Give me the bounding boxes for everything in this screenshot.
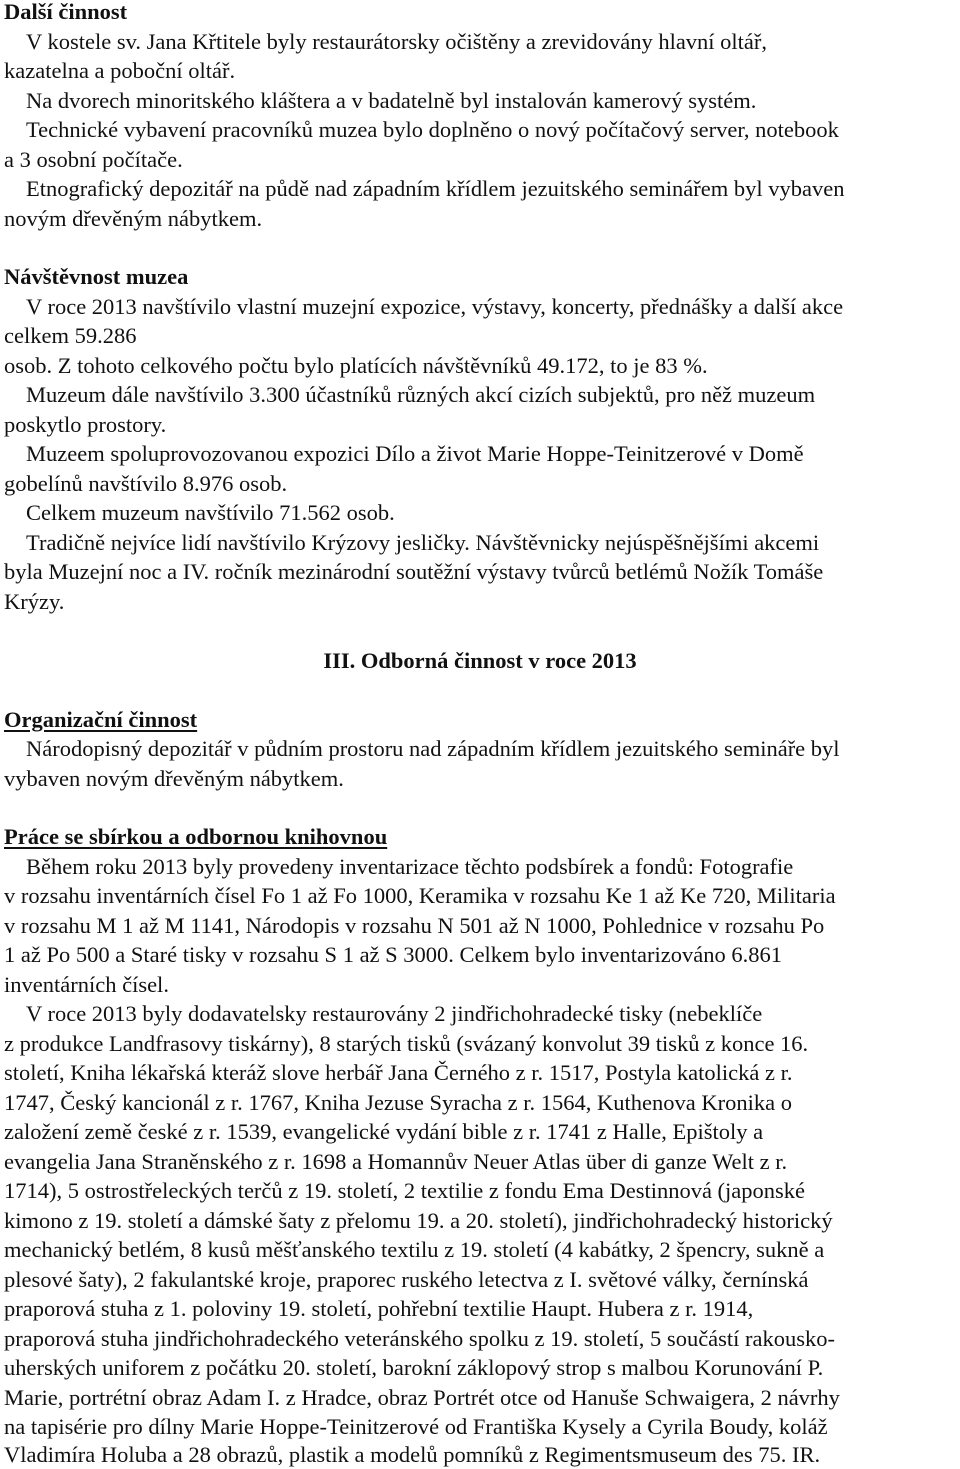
paragraph-line: Muzeum dále navštívilo 3.300 účastníků různých akcí cizích subjektů, pro něž muzeum: [26, 382, 816, 407]
paragraph-line: Během roku 2013 byly provedeny inventarizace těchto podsbírek a fondů: Fotografie: [26, 854, 794, 879]
paragraph-line: a 3 osobní počítače.: [4, 147, 183, 172]
paragraph-line: inventárních čísel.: [4, 972, 169, 997]
paragraph-line: vybaven novým dřevěným nábytkem.: [4, 766, 344, 791]
paragraph-line: V roce 2013 byly dodavatelsky restaurovány 2 jindřichohradecké tisky (nebeklíče: [26, 1001, 763, 1026]
paragraph-line: praporová stuha z 1. poloviny 19. století, pohřební textilie Haupt. Hubera z r. 1914,: [4, 1296, 754, 1321]
paragraph-line: Krýzy.: [4, 589, 65, 614]
paragraph-line: založení země české z r. 1539, evangelické vydání bible z r. 1741 z Halle, Epištoly a: [4, 1119, 764, 1144]
paragraph-line: Národopisný depozitář v půdním prostoru nad západním křídlem jezuitského semináře byl: [26, 736, 840, 761]
paragraph-line: Etnografický depozitář na půdě nad západním křídlem jezuitského seminářem byl vybaven: [26, 176, 845, 201]
paragraph-line: Celkem muzeum navštívilo 71.562 osob.: [26, 500, 395, 525]
paragraph-line: novým dřevěným nábytkem.: [4, 206, 263, 231]
paragraph-line: V roce 2013 navštívilo vlastní muzejní expozice, výstavy, koncerty, přednášky a další akce: [26, 294, 844, 319]
paragraph-line: celkem 59.286: [4, 323, 137, 348]
paragraph-line: v rozsahu inventárních čísel Fo 1 až Fo 1000, Keramika v rozsahu Ke 1 až Ke 720, Militaria: [4, 883, 836, 908]
paragraph-line: gobelínů navštívilo 8.976 osob.: [4, 471, 288, 496]
paragraph-line: století, Kniha lékařská kteráž slove herbář Jana Černého z r. 1517, Postyla katolická z r.: [4, 1060, 793, 1085]
paragraph-line: v rozsahu M 1 až M 1141, Národopis v rozsahu N 501 až N 1000, Pohlednice v rozsahu Po: [4, 913, 825, 938]
section-heading-prace-sbirka: Práce se sbírkou a odbornou knihovnou: [4, 824, 388, 849]
section-heading-navstevnost: Návštěvnost muzea: [4, 264, 189, 289]
chapter-title: III. Odborná činnost v roce 2013: [323, 648, 637, 673]
paragraph-line: mechanický betlém, 8 kusů měšťanského textilu z 19. století (4 kabátky, 2 špencry, sukně a: [4, 1237, 825, 1262]
paragraph-line: byla Muzejní noc a IV. ročník mezinárodní soutěžní výstavy tvůrců betlémů Nožík Tomáše: [4, 559, 824, 584]
section-heading-organizacni: Organizační činnost: [4, 707, 198, 732]
paragraph-line: kimono z 19. století a dámské šaty z přelomu 19. a 20. století), jindřichohradecký historický: [4, 1208, 833, 1233]
section-heading-dalsi-cinnost: Další činnost: [4, 0, 128, 24]
paragraph-line: praporová stuha jindřichohradeckého veteránského spolku z 19. století, 5 součástí rakousko-: [4, 1326, 836, 1351]
paragraph-line: kazatelna a poboční oltář.: [4, 58, 236, 83]
paragraph-line: 1747, Český kancionál z r. 1767, Kniha Jezuse Syracha z r. 1564, Kuthenova Kronika o: [4, 1090, 792, 1115]
paragraph-line: poskytlo prostory.: [4, 412, 167, 437]
paragraph-line: osob. Z tohoto celkového počtu bylo platících návštěvníků 49.172, to je 83 %.: [4, 353, 708, 378]
paragraph-line: Tradičně nejvíce lidí navštívilo Krýzovy jesličky. Návštěvnicky nejúspěšnějšími akcemi: [26, 530, 820, 555]
paragraph-line: Na dvorech minoritského kláštera a v badatelně byl instalován kamerový systém.: [26, 88, 757, 113]
paragraph-line: 1714), 5 ostrostřeleckých terčů z 19. století, 2 textilie z fondu Ema Destinnová (japonské: [4, 1178, 806, 1203]
paragraph-line: z produkce Landfrasovy tiskárny), 8 starých tisků (svázaný konvolut 39 tisků z konce 16.: [4, 1031, 809, 1056]
paragraph-line: Muzeem spoluprovozovanou expozici Dílo a život Marie Hoppe-Teinitzerové v Domě: [26, 441, 804, 466]
paragraph-line: 1 až Po 500 a Staré tisky v rozsahu S 1 až S 3000. Celkem bylo inventarizováno 6.861: [4, 942, 782, 967]
paragraph-line: Vladimíra Holuba a 28 obrazů, plastik a modelů pomníků z Regimentsmuseum des 75. IR.: [4, 1442, 821, 1467]
paragraph-line: na tapisérie pro dílny Marie Hoppe-Teinitzerové od Františka Kysely a Cyrila Boudy, koláž: [4, 1414, 828, 1439]
paragraph-line: evangelia Jana Straněnského z r. 1698 a Homannův Neuer Atlas über di ganze Welt z r.: [4, 1149, 788, 1174]
paragraph-line: uherských uniforem z počátku 20. století, barokní záklopový strop s malbou Korunování P.: [4, 1355, 824, 1380]
paragraph-line: Technické vybavení pracovníků muzea bylo doplněno o nový počítačový server, notebook: [26, 117, 839, 142]
paragraph-line: plesové šaty), 2 fakulantské kroje, praporec ruského letectva z I. světové války, černínská: [4, 1267, 809, 1292]
paragraph-line: Marie, portrétní obraz Adam I. z Hradce, obraz Portrét otce od Hanuše Schwaigera, 2 návrhy: [4, 1385, 840, 1410]
paragraph-line: V kostele sv. Jana Křtitele byly restaurátorsky očištěny a zrevidovány hlavní oltář,: [26, 29, 768, 54]
